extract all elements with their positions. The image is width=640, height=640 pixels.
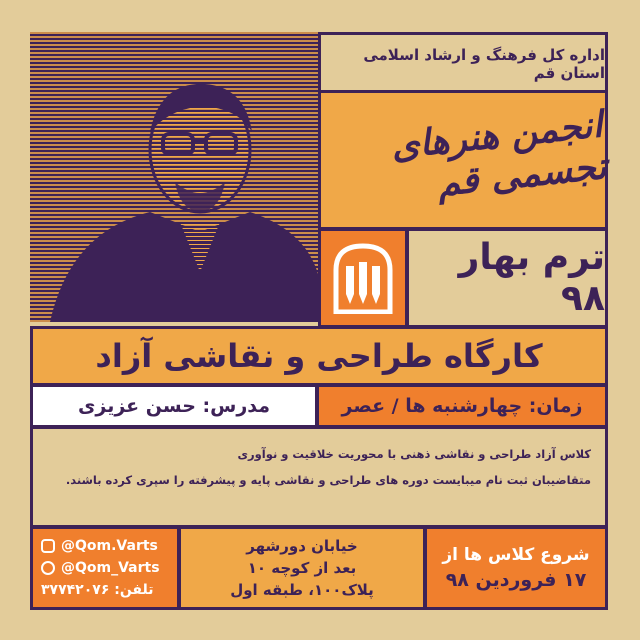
phone-number: تلفن: ۳۷۷۴۲۰۷۶ [41, 582, 154, 598]
term-label: ترم بهار ۹۸ [458, 237, 605, 319]
description-box [30, 426, 608, 528]
address-line-3: پلاک۱۰۰، طبقه اول [230, 581, 374, 599]
telegram-handle: @Qom_Varts [61, 560, 160, 576]
description-line-1: کلاس آزاد طراحی و نقاشی ذهنی با محوریت خلاقیت و نوآوری [237, 447, 591, 461]
time-box [316, 384, 608, 428]
description-line-2: متقاضیبان ثبت نام میبایست دوره های طراحی و نقاشی پایه و پیشرفته را سپری کرده باشند. [65, 473, 591, 487]
instructor-box [30, 384, 318, 428]
calligraphy-title [318, 90, 608, 230]
term-box [406, 228, 608, 328]
workshop-title: کارگاه طراحی و نقاشی آزاد [95, 337, 543, 375]
address-box [178, 526, 426, 610]
instagram-icon [41, 539, 55, 553]
instructor-label: مدرس: حسن عزیزی [78, 395, 271, 417]
association-name: انجمن هنرهای تجسمی قم [389, 103, 609, 205]
instagram-handle: @Qom.Varts [61, 538, 158, 554]
portrait-photo [30, 32, 320, 322]
organization-header [318, 32, 608, 92]
telegram-row[interactable] [41, 560, 169, 576]
pencils-arch-logo [332, 242, 394, 314]
start-date-box [424, 526, 608, 610]
portrait-halftone [30, 32, 320, 322]
start-date: ۱۷ فروردین ۹۸ [445, 569, 587, 591]
start-label: شروع کلاس ها از [442, 545, 590, 565]
instagram-row[interactable] [41, 538, 169, 554]
address-line-2: بعد از کوچه ۱۰ [247, 559, 357, 577]
social-box [30, 526, 180, 610]
logo-box [318, 228, 408, 328]
telegram-icon [41, 561, 55, 575]
address-line-1: خیابان دورشهر [246, 537, 358, 555]
organization-name: اداره کل فرهنگ و ارشاد اسلامی استان قم [363, 45, 605, 82]
time-label: زمان: چهارشنبه ها / عصر [341, 395, 583, 417]
workshop-title-box [30, 326, 608, 386]
